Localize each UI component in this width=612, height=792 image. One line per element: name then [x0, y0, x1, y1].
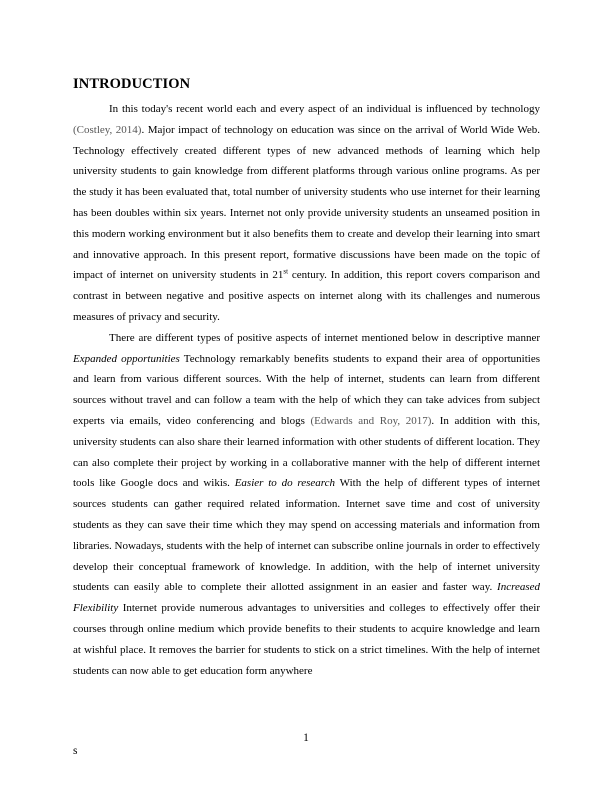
paragraph-2-text-e: Internet provide numerous advantages to universities and colleges to effectively offer their courses through online medium which provide benefits to their students to acquire knowledge and learn at wishful place. It removes the barrier for students to stick on a strict timelines. With the help of internet students can now able to get education form anywhere [73, 602, 540, 677]
paragraph-1-text-b: . Major impact of technology on education was since on the arrival of World Wide Web. Technology effectively created different types of new advanced methods of learning which help university students to gain knowledge from different platforms through various online programs. As per the study it has been evaluated that, total number of university students who use internet for their learning has been doubles within six years. Internet not only provide university students an unseamed position in this modern working environment but it also benefits them to create and develop their learning into smart and innovative approach. In this present report, formative discussions have been made on the topic of impact of internet on university students in 21 [73, 123, 540, 282]
section-heading: INTRODUCTION [73, 76, 191, 92]
footer-mark: s [73, 745, 78, 757]
paragraph-2-text-d: With the help of different types of internet sources students can gather required related information. Internet save time and cost of university students as they can save their time which they may spend on accessing materials and information from libraries. Nowadays, students with the help of internet can subscribe online journals in order to effectively develop their conceptual framework of knowledge. In addition, with the help of internet university students can easily able to complete their allotted assignment in an easier and faster way. [73, 477, 541, 594]
subheading-easier-research: Easier to do research [234, 477, 336, 490]
subheading-expanded-opportunities: Expanded opportunities [73, 352, 180, 365]
body-text [73, 99, 540, 681]
paragraph-2-text-a: There are different types of positive aspects of internet mentioned below in descriptive manner [109, 331, 540, 344]
paragraph-intro [73, 99, 540, 328]
citation-edwards-roy: (Edwards and Roy, 2017) [310, 414, 432, 427]
superscript-ordinal: st [283, 267, 289, 276]
paragraph-2-text-c: . In addition with this, university students can also share their learned information with other students of different location. They can also complete their project by working in a collaborative manner with the help of different internet tools like Google docs and wikis. [73, 414, 540, 490]
paragraph-1-text-a: In this today's recent world each and every aspect of an individual is influenced by technology [109, 103, 540, 115]
subheading-increased-flexibility: Increased Flexibility [73, 581, 540, 615]
citation-costley: (Costley, 2014) [73, 123, 142, 136]
paragraph-1-text-c: century. In addition, this report covers comparison and contrast in between negative and positive aspects on internet along with its challenges and numerous measures of privacy and security. [73, 269, 540, 323]
paragraph-positive-aspects [73, 328, 540, 682]
page-number: 1 [303, 732, 309, 744]
paragraph-2-text-b: Technology remarkably benefits students to expand their area of opportunities and learn from various different sources. With the help of internet, students can learn from different sources without travel and can follow a team with the help of which they can take advices from subject experts via emails, video conferencing and blogs [73, 352, 540, 427]
